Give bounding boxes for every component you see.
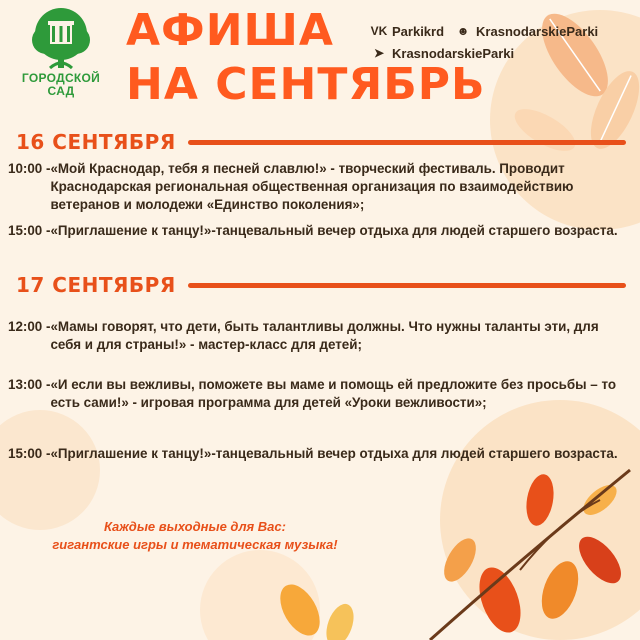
event-text: «Приглашение к танцу!»-танцевальный вечер отдыха для людей старшего возраста. [50,446,618,461]
social-row [370,20,608,42]
day-label: 17 СЕНТЯБРЯ [16,273,176,297]
title-line2: НА СЕНТЯБРЬ [126,59,486,110]
park-tree-logo-icon [30,6,92,72]
divider [188,140,626,145]
footer-note [0,518,390,554]
event-item [8,318,628,354]
event-time: 10:00 - [8,161,51,176]
day-heading [16,273,626,297]
event-item [8,160,628,214]
social-ok[interactable] [454,24,598,39]
leaf-icon [321,600,359,640]
day-label: 16 СЕНТЯБРЯ [16,130,176,154]
event-item [8,445,628,463]
logo [16,6,106,106]
social-links [370,20,608,64]
telegram-icon: ➤ [373,46,385,60]
footer-line1: Каждые выходные для Вас: [104,519,286,534]
vk-icon: VK [370,24,388,38]
social-row [370,42,608,64]
event-time: 13:00 - [8,377,51,392]
event-time: 12:00 - [8,319,51,334]
social-telegram[interactable] [370,46,514,61]
event-item [8,376,628,412]
title-line1: АФИША [126,5,334,56]
logo-text-line2: САД [47,84,75,98]
day-heading [16,130,626,154]
ok-icon: ☻ [456,24,470,38]
divider [188,283,626,288]
event-text: «Приглашение к танцу!»-танцевальный вечер отдыха для людей старшего возраста. [50,223,618,238]
event-time: 15:00 - [8,446,51,461]
event-time: 15:00 - [8,223,51,238]
logo-text-line1: ГОРОДСКОЙ [21,71,101,85]
social-vk-label: Parkikrd [392,23,445,39]
event-item [8,222,628,240]
social-telegram-label: KrasnodarskieParki [392,45,515,61]
event-text: «Мамы говорят, что дети, быть талантливы должны. Что нужны таланты эти, для себя и для страны!» - мастер-класс для детей; [50,319,599,352]
social-vk[interactable] [370,24,444,39]
event-text: «Мой Краснодар, тебя я песней славлю!» - творческий фестиваль. Проводит Краснодарская региональная общественная организация по взаимодействию ветеранов и молодежи «Единство поколения»; [50,161,574,212]
social-ok-label: KrasnodarskieParki [476,23,599,39]
bg-blob [0,410,100,530]
event-text: «И если вы вежливы, поможете вы маме и помощь ей предложите без просьбы – то есть сами!» - игровая программа для детей «Уроки вежливости»; [50,377,617,410]
footer-line2: гигантские игры и тематическая музыка! [52,537,338,552]
